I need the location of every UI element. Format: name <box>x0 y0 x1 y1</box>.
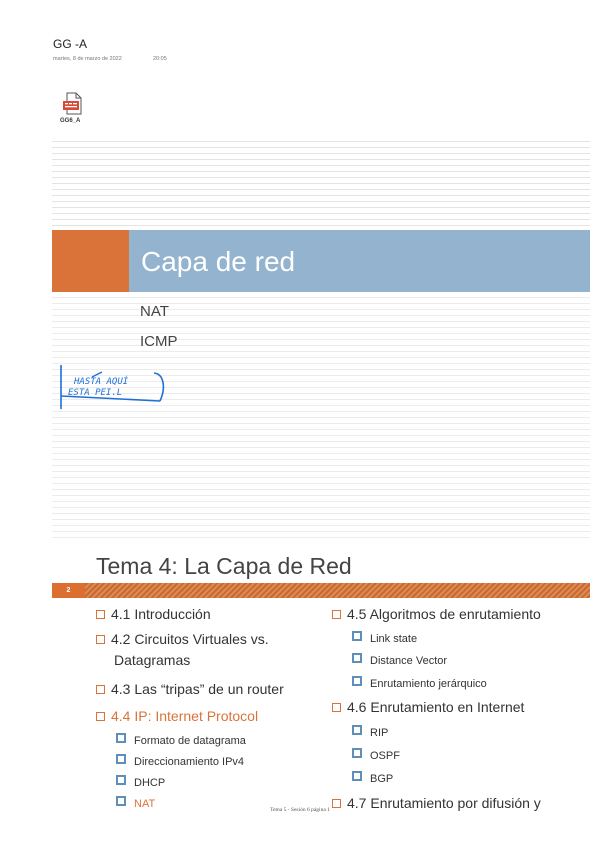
ruled-lines <box>52 136 590 229</box>
outline-sub-item: Link state <box>352 631 417 645</box>
page-time: 20:05 <box>153 56 167 62</box>
handwritten-note-line: ESTA PEI.L <box>68 388 123 398</box>
outline-sub-item: BGP <box>352 771 393 785</box>
page-footer: Tema 5 - Sesión 6 página 1 <box>270 807 330 813</box>
square-bullet-icon <box>116 775 126 785</box>
outline-item: 4.6 Enrutamiento en Internet <box>332 699 524 715</box>
outline-item: 4.7 Enrutamiento por difusión y <box>332 795 541 811</box>
checkbox-bullet-icon <box>96 685 105 694</box>
square-bullet-icon <box>116 754 126 764</box>
checkbox-bullet-icon <box>332 610 341 619</box>
outline-sub-item: Enrutamiento jerárquico <box>352 676 487 690</box>
checkbox-bullet-icon <box>96 712 105 721</box>
outline-item-highlighted: 4.4 IP: Internet Protocol <box>96 708 258 724</box>
slide-number: 2 <box>52 583 85 598</box>
attachment-label[interactable]: GG6_A <box>60 118 81 124</box>
outline-sub-item: Direccionamiento IPv4 <box>116 754 244 768</box>
square-bullet-icon <box>116 796 126 806</box>
handwritten-note-line: HASTA AQUÍ <box>74 377 129 387</box>
checkbox-bullet-icon <box>96 635 105 644</box>
slide2-title: Tema 4: La Capa de Red <box>96 553 352 579</box>
slide1-item: NAT <box>140 303 169 320</box>
handwritten-note <box>56 362 168 412</box>
slide2-title-bar <box>52 583 590 598</box>
outline-sub-item: Formato de datagrama <box>116 733 246 747</box>
square-bullet-icon <box>116 733 126 743</box>
slide-accent-block <box>52 230 129 292</box>
square-bullet-icon <box>352 748 362 758</box>
slide1-title: Capa de red <box>141 246 296 277</box>
outline-sub-item: Distance Vector <box>352 653 447 667</box>
outline-sub-item: RIP <box>352 725 388 739</box>
page-date: martes, 8 de marzo de 2022 <box>53 56 122 62</box>
outline-item-continuation: Datagramas <box>114 652 191 668</box>
square-bullet-icon <box>352 771 362 781</box>
outline-sub-item-highlighted: NAT <box>116 796 155 810</box>
outline-sub-item: DHCP <box>116 775 165 789</box>
square-bullet-icon <box>352 653 362 663</box>
outline-item: 4.5 Algoritmos de enrutamiento <box>332 606 541 622</box>
outline-item: 4.1 Introducción <box>96 606 211 622</box>
page-title: GG -A <box>53 37 88 51</box>
checkbox-bullet-icon <box>332 703 341 712</box>
slide1-item: ICMP <box>140 333 178 350</box>
square-bullet-icon <box>352 631 362 641</box>
ruled-lines <box>52 292 590 540</box>
square-bullet-icon <box>352 676 362 686</box>
checkbox-bullet-icon <box>96 610 105 619</box>
square-bullet-icon <box>352 725 362 735</box>
pdf-file-icon[interactable] <box>62 92 84 116</box>
outline-item: 4.3 Las “tripas” de un router <box>96 681 284 697</box>
outline-sub-item: OSPF <box>352 748 400 762</box>
outline-item: 4.2 Circuitos Virtuales vs. <box>96 631 269 647</box>
